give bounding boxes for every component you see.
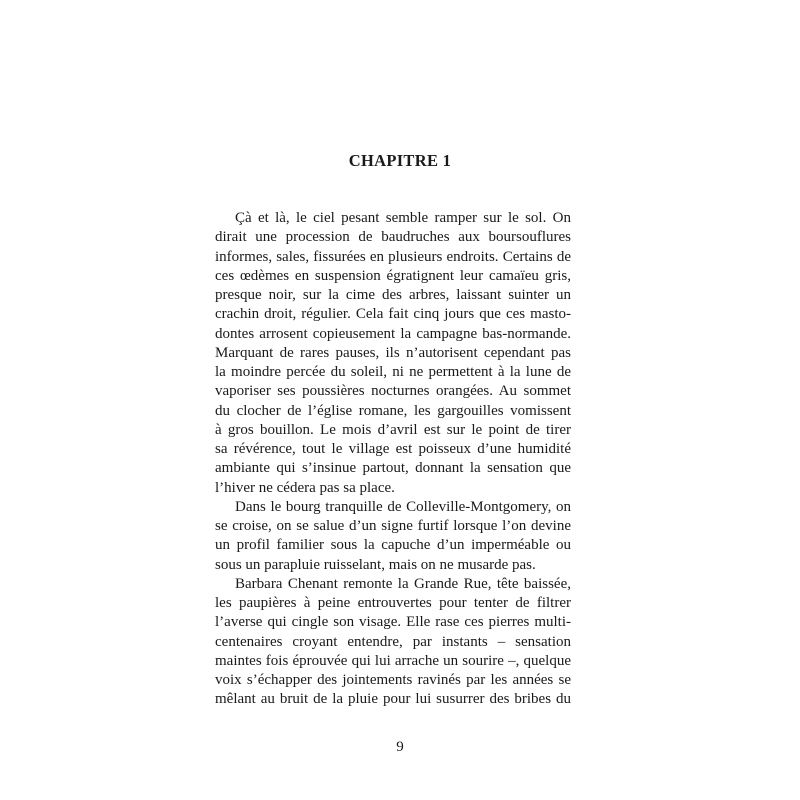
- text-line: sous un parapluie ruisselant, mais on ne musarde pas.: [215, 556, 536, 573]
- text-line: crachin droit, régulier. Cela fait cinq jours que ces masto-: [215, 306, 571, 323]
- text-line: du clocher de l’église romane, les gargouilles vomissent: [215, 402, 571, 419]
- page-number: 9: [396, 739, 404, 755]
- text-line: centenaires croyant entendre, par instants – sensation: [215, 633, 571, 650]
- text-line: vaporiser ses poussières nocturnes orangées. Au sommet: [215, 383, 571, 400]
- text-line: se croise, on se salue d’un signe furtif lorsque l’on devine: [215, 518, 571, 534]
- text-line: mêlant au bruit de la pluie pour lui susurrer des bribes du: [215, 691, 571, 708]
- text-line: presque noir, sur la cime des arbres, laissant suinter un: [215, 287, 571, 303]
- text-line: dirait une procession de baudruches aux boursouflures: [215, 229, 571, 246]
- text-line: voix s’échapper des jointements ravinés par les années se: [215, 672, 571, 688]
- text-line: ces œdèmes en suspension égratignent leur camaïeu gris,: [215, 267, 571, 284]
- text-line: Çà et là, le ciel pesant semble ramper sur le sol. On: [235, 210, 571, 226]
- text-line: la moindre percée du soleil, ni ne permettent à la lune de: [215, 364, 571, 380]
- text-line: maintes fois éprouvée qui lui arrache un sourire –, quelque: [215, 652, 571, 669]
- paragraph: [215, 575, 571, 710]
- text-line: ambiante qui s’insinue partout, donnant la sensation que: [215, 460, 571, 477]
- text-line: un profil familier sous la capuche d’un imperméable ou: [215, 537, 571, 554]
- paragraph: [215, 209, 571, 498]
- text-line: Barbara Chenant remonte la Grande Rue, tête baissée,: [235, 575, 571, 592]
- text-line: à gros bouillon. Le mois d’avril est sur le point de tirer: [215, 421, 571, 438]
- chapter-title: CHAPITRE 1: [348, 151, 452, 170]
- text-line: Dans le bourg tranquille de Colleville-Montgomery, on: [235, 498, 571, 515]
- chapter-body: [215, 209, 571, 710]
- text-line: informes, sales, fissurées en plusieurs endroits. Certains de: [215, 248, 571, 265]
- text-line: l’averse qui cingle son visage. Elle rase ces pierres multi-: [215, 614, 571, 631]
- text-line: sa révérence, tout le village est poisseux d’une humidité: [215, 441, 571, 457]
- text-line: dontes arrosent copieusement la campagne bas-normande.: [215, 325, 571, 342]
- text-line: les paupières à peine entrouvertes pour tenter de filtrer: [215, 595, 571, 611]
- text-line: Marquant de rares pauses, ils n’autorisent cependant pas: [215, 344, 571, 361]
- paragraph: [215, 498, 571, 575]
- text-line: l’hiver ne cédera pas sa place.: [215, 479, 395, 496]
